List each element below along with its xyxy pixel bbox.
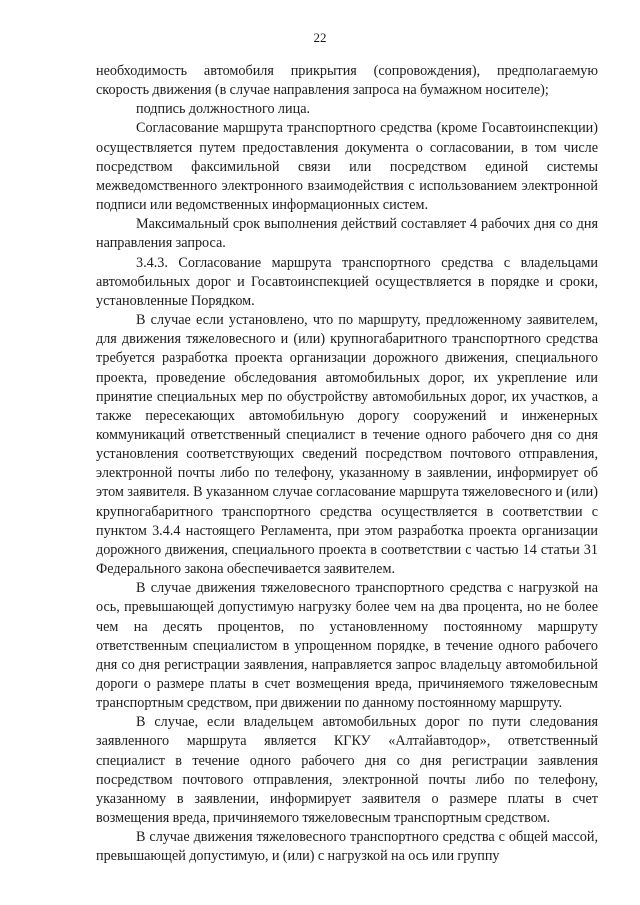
paragraph-signature: подпись должностного лица. [136,101,311,118]
paragraph-approval-method: Согласование маршрута транспортного средства (кроме Госавтоинспекции) осуществляется путем предоставления документа о согласовании, в том числе посредством факсимильной связи или посредством единой системы межведомственного электронного взаимодействия с использованием электронной подписи или ведомственных информационных систем. [96,120,598,214]
document-body [96,62,598,867]
paragraph-continuation: необходимость автомобиля прикрытия (сопровождения), предполагаемую скорость движения (в случае направления запроса на бумажном носителе); [96,63,598,99]
paragraph-total-mass: В случае движения тяжеловесного транспортного средства с общей массой, превышающей допустимую, и (или) с нагрузкой на ось или группу [96,829,598,865]
paragraph-max-term: Максимальный срок выполнения действий составляет 4 рабочих дня со дня направления запроса. [96,216,598,252]
paragraph-altayavtodor: В случае, если владельцем автомобильных дорог по пути следования заявленного маршрута является КГКУ «Алтайавтодор», ответственный специалист в течение одного рабочего дня со дня регистрации заявления посредством почтового отправления, электронной почты либо по телефону, указанному в заявлении, информирует заявителя о размере платы в счет возмещения вреда, причиняемого тяжеловесным транспортным средством. [96,714,598,827]
paragraph-3-4-3: 3.4.3. Согласование маршрута транспортного средства с владельцами автомобильных дорог и Госавтоинспекцией осуществляется в порядке и сроки, установленные Порядком. [96,254,598,309]
paragraph-axle-load: В случае движения тяжеловесного транспортного средства с нагрузкой на ось, превышающей допустимую нагрузку более чем на два процента, но не более чем на десять процентов, по установленному постоянному маршруту ответственным специалистом в упрощенном порядке, в течение одного рабочего дня со дня регистрации заявления, направляется запрос владельцу автомобильной дороги о размере платы в счет возмещения вреда, причиняемого тяжеловесным транспортным средством, при движении по данному постоянному маршруту. [96,580,598,712]
paragraph-project-requirement: В случае если установлено, что по маршруту, предложенному заявителем, для движения тяжеловесного и (или) крупногабаритного транспортного средства требуется разработка проекта организации дорожного движения, специального проекта, проведение обследования автомобильных дорог, их укрепление или принятие специальных мер по обустройству автомобильных дорог, их участков, а также пересекающих автомобильную дорогу сооружений и инженерных коммуникаций ответственный специалист в течение одного рабочего дня со дня установления соответствующих сведений посредством почтового отправления, электронной почты либо по телефону, указанному в заявлении, информирует об этом заявителя. В указанном случае согласование маршрута тяжеловесного и (или) крупногабаритного транспортного средства осуществляется в соответствии с пунктом 3.4.4 настоящего Регламента, при этом разработка проекта организации дорожного движения, специального проекта в соответствии с частью 14 статьи 31 Федерального закона обеспечивается заявителем. [96,312,598,578]
page-number: 22 [313,30,327,45]
